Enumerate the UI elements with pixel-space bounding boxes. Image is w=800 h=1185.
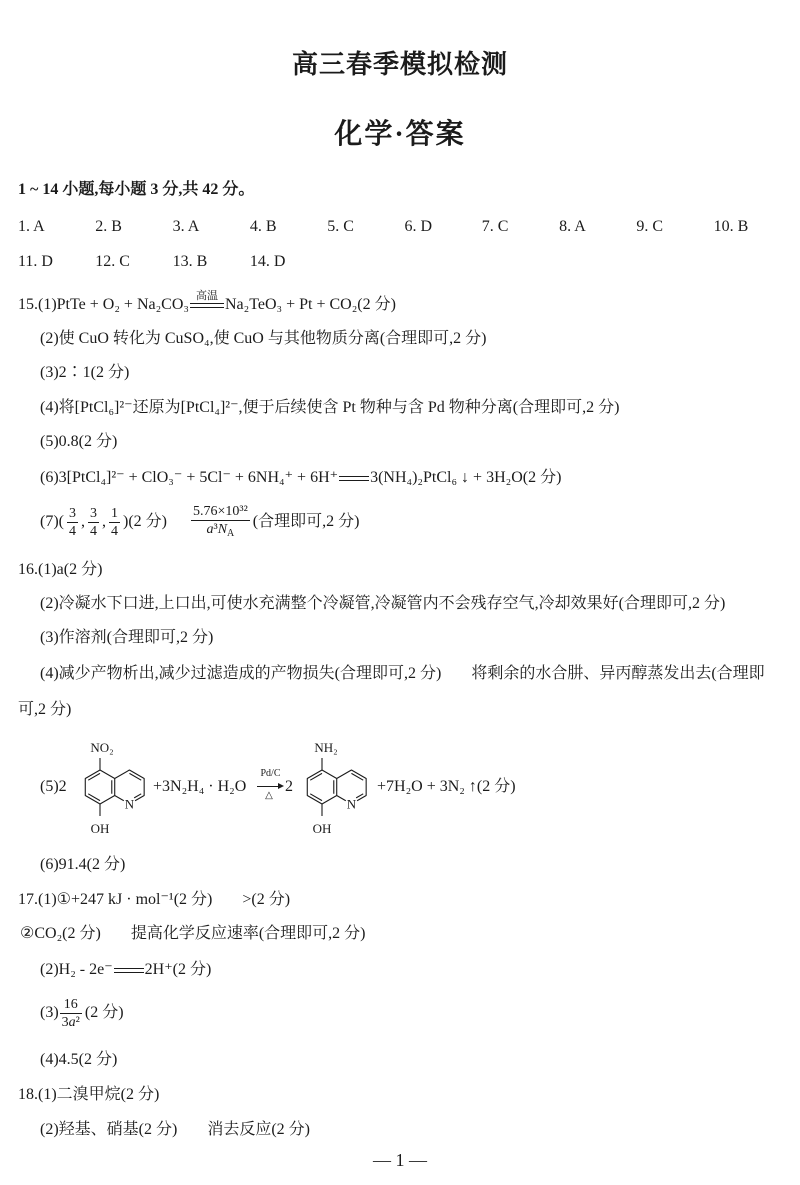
mc-answer-12: 12. C bbox=[95, 253, 130, 270]
q16-part6: (6)91.4(2 分) bbox=[40, 856, 126, 873]
catalyst-label: Pd/C bbox=[260, 768, 281, 779]
q15-part4: (4)将[PtCl₆]²⁻还原为[PtCl₄]²⁻,便于后续使含 Pt 物种与含 Pd 物种分离(合理即可,2 分) bbox=[40, 399, 620, 416]
q17-part1-answer-a: 17.(1)①+247 kJ · mol⁻¹(2 分) bbox=[18, 891, 213, 908]
denominator-exponent: ² bbox=[75, 1014, 80, 1030]
q16-part2: (2)冷凝水下口进,上口出,可使水充满整个冷凝管,冷凝管内不会残存空气,冷却效果好(合理即可,2 分) bbox=[40, 595, 726, 612]
fraction-denominator: 4 bbox=[68, 523, 76, 539]
lattice-exponent: ³ bbox=[213, 521, 218, 537]
avogadro-subscript: A bbox=[227, 527, 235, 539]
avogadro-n: N bbox=[217, 521, 228, 537]
q17-part4: (4)4.5(2 分) bbox=[40, 1051, 118, 1068]
q15-part2: (2)使 CuO 转化为 CuSO₄,使 CuO 与其他物质分离(合理即可,2 分) bbox=[40, 330, 487, 347]
hydroxyl-label: OH bbox=[90, 821, 110, 836]
q16-part1: 16.(1)a(2 分) bbox=[18, 561, 103, 578]
q15-part6-reactants: (6)3[PtCl₄]²⁻ + ClO₃⁻ + 5Cl⁻ + 6NH₄⁺ + 6H⁺ bbox=[40, 469, 339, 486]
coordinate-separator: , bbox=[101, 513, 106, 530]
q15-part3: (3)2∶1(2 分) bbox=[40, 364, 130, 381]
q15-part6-products: 3(NH₄)₂PtCl₆ ↓ + 3H₂O(2 分) bbox=[370, 469, 562, 486]
q15-part7-label: (7)( bbox=[40, 513, 64, 530]
q17-part1-answer-b: >(2 分) bbox=[242, 891, 291, 908]
ring-bonds bbox=[307, 770, 366, 804]
q16-part4-answer-a: (4)减少产物析出,减少过滤造成的产物损失(合理即可,2 分) bbox=[40, 665, 442, 682]
q17-part3-label: (3) bbox=[40, 1004, 59, 1021]
document-subtitle: 化学·答案 bbox=[334, 119, 466, 150]
hydroxyl-label: OH bbox=[312, 821, 332, 836]
ring-bonds bbox=[85, 770, 144, 804]
mc-answer-3: 3. A bbox=[172, 218, 200, 235]
q15-part5: (5)0.8(2 分) bbox=[40, 433, 118, 450]
q17-part3-fraction bbox=[60, 996, 82, 1031]
q17-part3 bbox=[40, 993, 124, 1033]
high-temperature-condition bbox=[190, 289, 224, 308]
q18-part2 bbox=[40, 1119, 310, 1141]
nitro-group-label: NO₂ bbox=[90, 740, 114, 755]
q16-part3: (3)作溶剂(合理即可,2 分) bbox=[40, 629, 214, 646]
mc-answer-5: 5. C bbox=[327, 218, 354, 235]
q18-part2-answer-b: 消去反应(2 分) bbox=[207, 1121, 310, 1138]
lattice-a: a bbox=[206, 521, 214, 537]
multiple-choice-row-1 bbox=[18, 216, 791, 238]
mc-answer-1: 1. A bbox=[18, 218, 45, 235]
mc-answer-2: 2. B bbox=[95, 218, 122, 235]
coordinate-separator: , bbox=[80, 513, 85, 530]
mc-answer-4: 4. B bbox=[249, 218, 277, 235]
fraction-numerator: 3 bbox=[89, 505, 97, 521]
reaction-arrow bbox=[257, 766, 284, 806]
document-title: 高三春季模拟检测 bbox=[291, 50, 508, 79]
q17-sub2-answer-a: ②CO₂(2 分) bbox=[20, 925, 101, 942]
equals-double-line bbox=[339, 476, 369, 481]
byproducts: +7H₂O + 3N₂ ↑(2 分) bbox=[377, 778, 516, 795]
q15-part7-note: (合理即可,2 分) bbox=[252, 513, 360, 530]
ring-nitrogen-label: N bbox=[346, 796, 357, 812]
denominator-coefficient: 3 bbox=[61, 1014, 69, 1030]
ring-nitrogen-label: N bbox=[124, 796, 135, 812]
hydrazine-reagent: +3N₂H₄ · H₂O bbox=[153, 778, 247, 795]
density-denominator bbox=[191, 521, 250, 542]
q15-part6 bbox=[40, 467, 561, 489]
heat-symbol: △ bbox=[265, 790, 273, 801]
product-coefficient: 2 bbox=[285, 778, 293, 795]
mc-answer-7: 7. C bbox=[481, 218, 509, 235]
q17-part3-note: (2 分) bbox=[84, 1004, 124, 1021]
q17-part2-left: (2)H₂ - 2e⁻ bbox=[40, 961, 113, 978]
q17-sub2-answer-b: 提高化学反应速率(合理即可,2 分) bbox=[130, 925, 366, 942]
q16-part4-answer-b: 将剩余的水合肼、异丙醇蒸发出去(合理即 bbox=[471, 665, 765, 682]
q18-part2-answer-a: (2)羟基、硝基(2 分) bbox=[40, 1121, 178, 1138]
amino-group-label: NH₂ bbox=[314, 740, 338, 755]
mc-answer-9: 9. C bbox=[636, 218, 664, 235]
mc-answer-14: 14. D bbox=[249, 253, 286, 270]
multiple-choice-row-2 bbox=[18, 251, 791, 273]
product-molecule bbox=[307, 740, 366, 836]
coordinate-fraction-z bbox=[109, 505, 120, 540]
q16-part4 bbox=[40, 663, 765, 685]
arrow-line bbox=[257, 786, 279, 787]
equals-double-line bbox=[114, 968, 144, 973]
q15-part7 bbox=[40, 502, 359, 542]
q15-part7-close: )(2 分) bbox=[122, 513, 167, 530]
mc-answer-11: 11. D bbox=[18, 253, 53, 270]
coordinate-fraction-y bbox=[88, 505, 99, 540]
fraction-denominator: 4 bbox=[89, 523, 97, 539]
q17-part1-sub2 bbox=[20, 923, 365, 945]
mc-answer-8: 8. A bbox=[559, 218, 586, 235]
reactant-molecule bbox=[85, 740, 144, 836]
condition-label: 高温 bbox=[195, 289, 218, 302]
coordinate-fraction-x bbox=[67, 505, 78, 540]
q18-part1: 18.(1)二溴甲烷(2 分) bbox=[18, 1086, 160, 1103]
mc-answer-13: 13. B bbox=[172, 253, 208, 270]
fraction-numerator: 3 bbox=[68, 505, 76, 521]
q16-part5-label: (5)2 bbox=[40, 778, 67, 795]
q15-part1 bbox=[18, 289, 396, 316]
multiple-choice-intro: 1 ~ 14 小题,每小题 3 分,共 42 分。 bbox=[18, 181, 255, 198]
fraction-numerator: 1 bbox=[110, 505, 118, 521]
q15-part1-reactants: 15.(1)PtTe + O₂ + Na₂CO₃ bbox=[18, 296, 189, 313]
page-number: — 1 — bbox=[373, 1150, 427, 1170]
q16-part4-continued: 可,2 分) bbox=[18, 701, 72, 718]
mc-answer-10: 10. B bbox=[713, 218, 749, 235]
fraction-numerator: 16 bbox=[60, 996, 82, 1014]
q17-part2-right: 2H⁺(2 分) bbox=[144, 961, 212, 978]
mc-answer-6: 6. D bbox=[404, 218, 433, 235]
density-fraction bbox=[191, 503, 250, 542]
reaction-scheme bbox=[0, 732, 800, 840]
fraction-denominator bbox=[60, 1014, 82, 1031]
fraction-denominator: 4 bbox=[110, 523, 118, 539]
denominator-variable: a bbox=[68, 1014, 76, 1030]
density-numerator: 5.76×10³² bbox=[192, 503, 248, 519]
q15-part1-products: Na₂TeO₃ + Pt + CO₂(2 分) bbox=[224, 296, 396, 313]
q17-part2 bbox=[40, 959, 211, 981]
q17-part1 bbox=[18, 889, 290, 911]
